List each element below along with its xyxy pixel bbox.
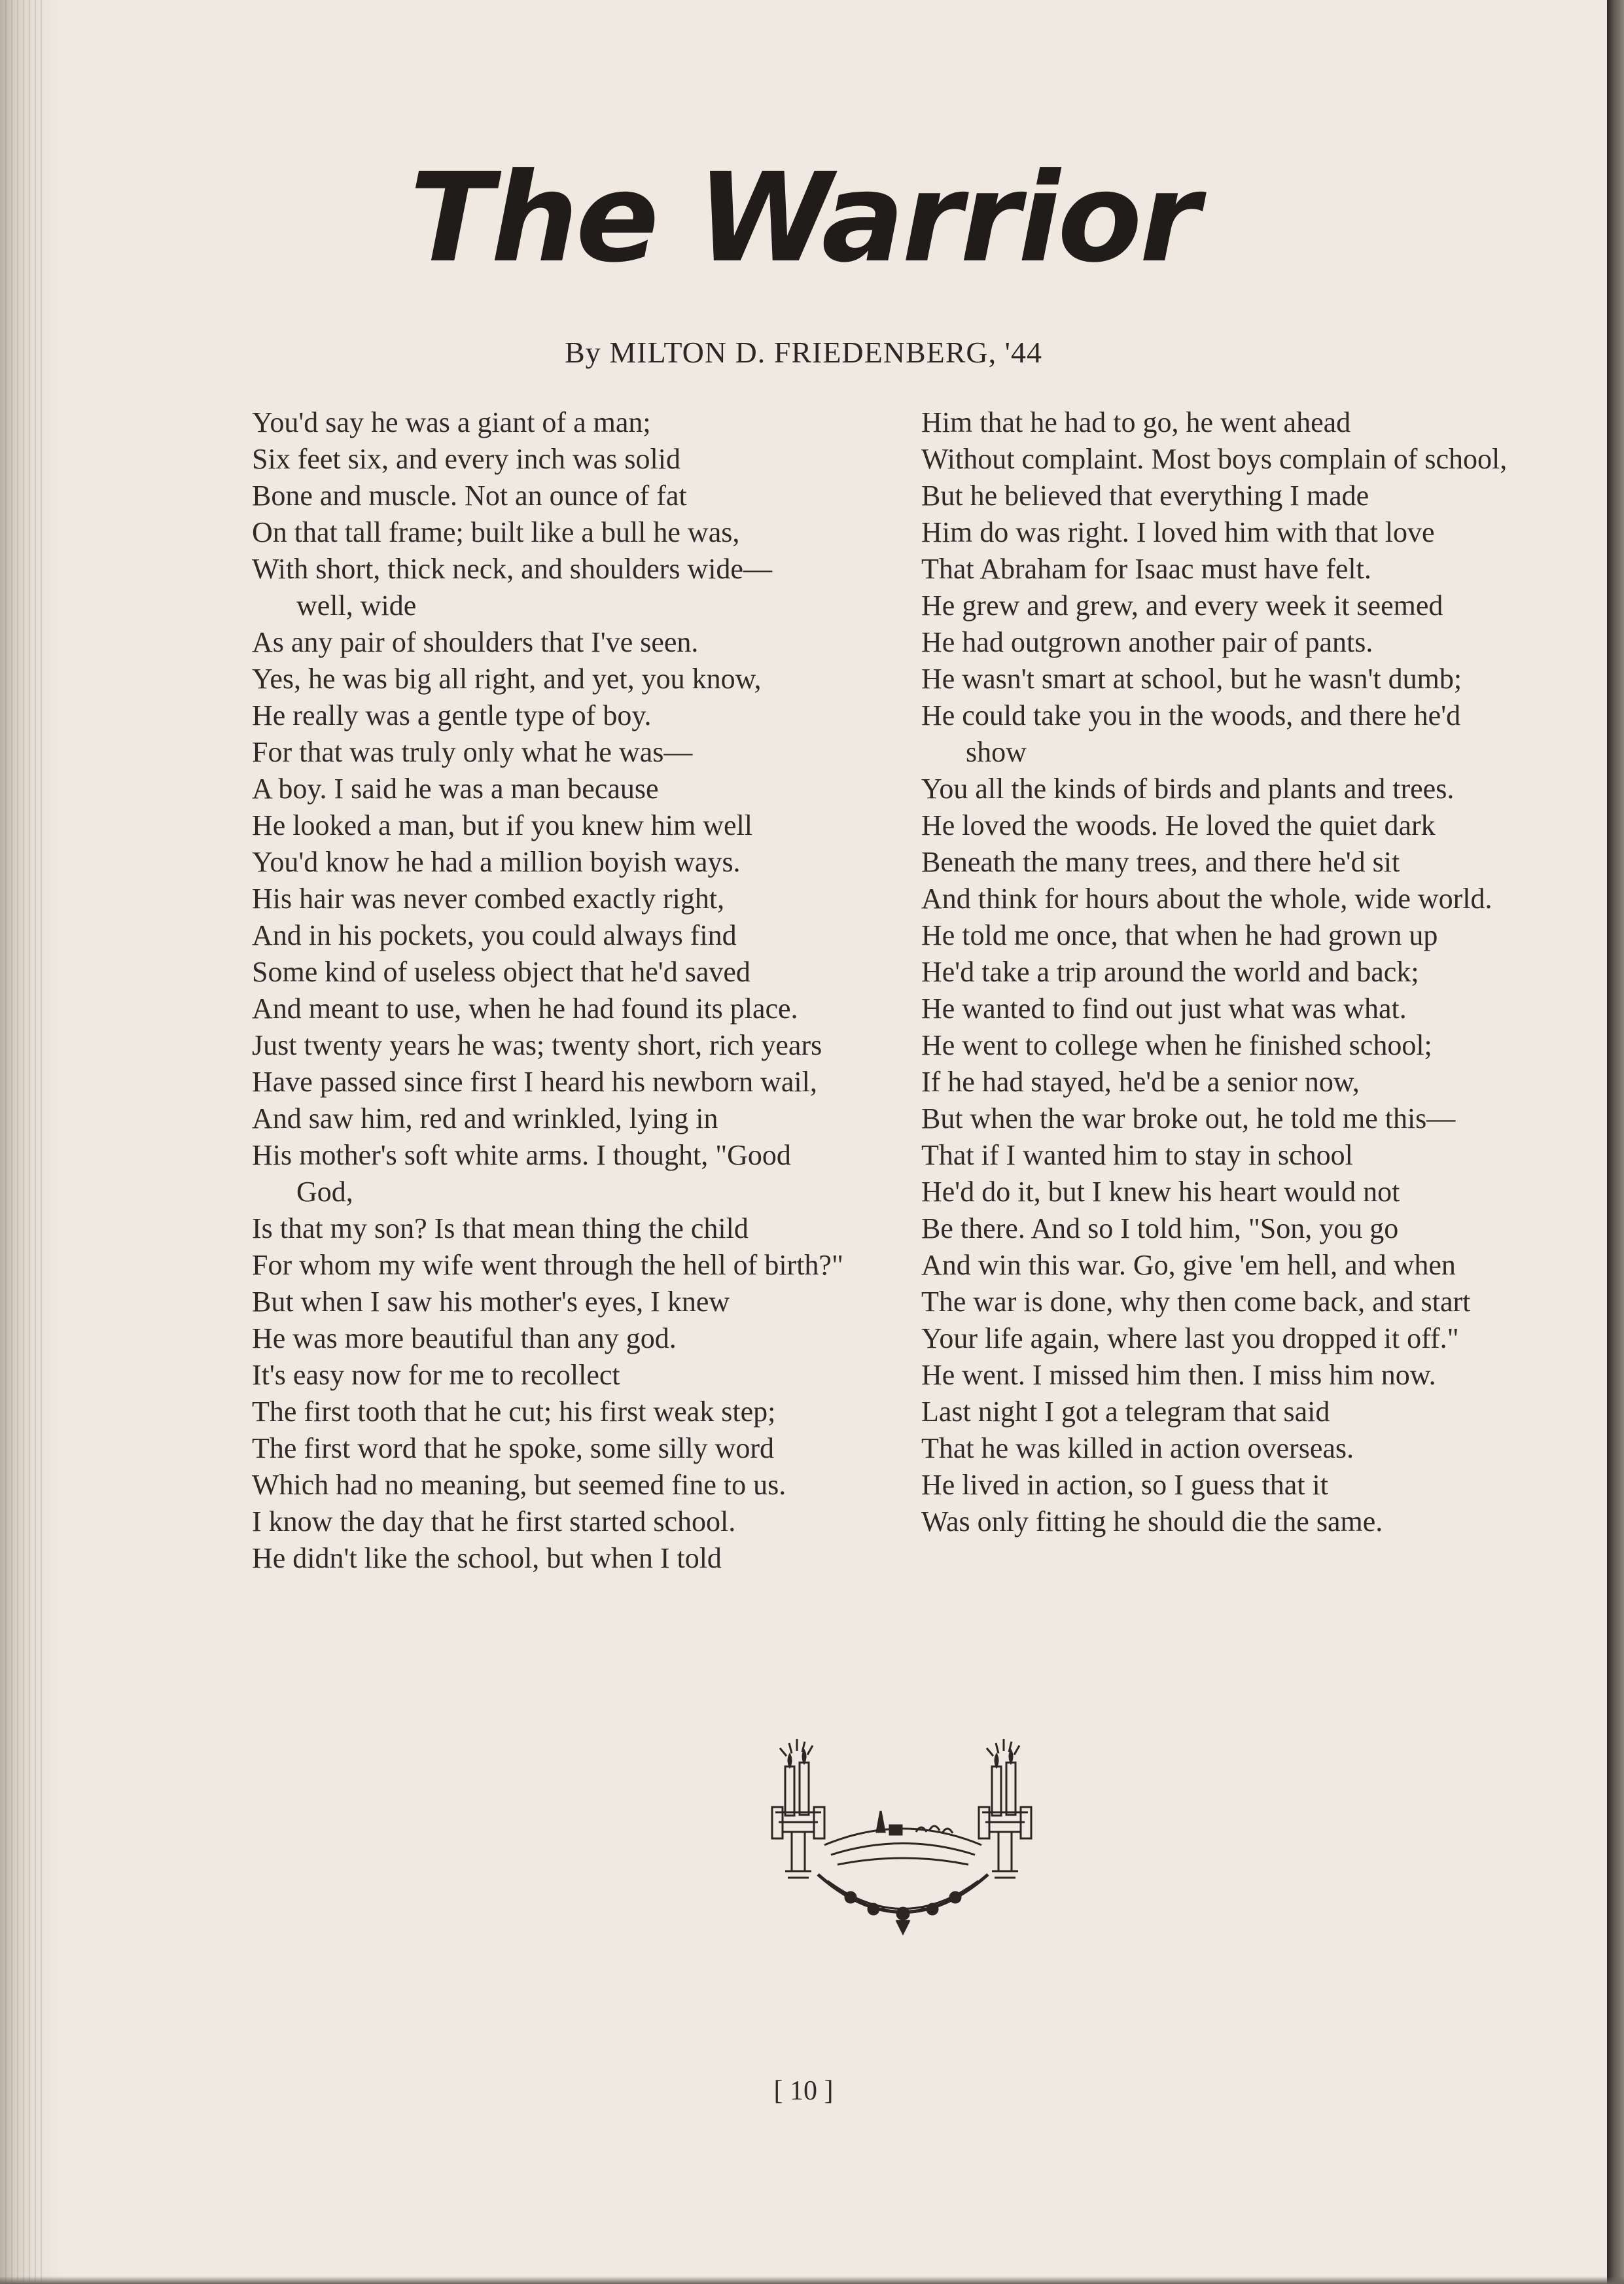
poem-line: And saw him, red and wrinkled, lying in bbox=[252, 1102, 718, 1134]
poem-title: The Warrior bbox=[409, 147, 1198, 290]
poem-line: He went. I missed him then. I miss him now. bbox=[921, 1359, 1436, 1391]
poem-line: That Abraham for Isaac must have felt. bbox=[921, 553, 1371, 585]
poem-line: show bbox=[966, 736, 1027, 768]
poem-line: Last night I got a telegram that said bbox=[921, 1396, 1330, 1428]
poem-line: That he was killed in action overseas. bbox=[921, 1432, 1354, 1464]
poem-line: Some kind of useless object that he'd saved bbox=[252, 956, 750, 988]
poem-line: He wasn't smart at school, but he wasn't dumb; bbox=[921, 663, 1462, 695]
poem-line: The first word that he spoke, some silly word bbox=[252, 1432, 774, 1464]
poem-line: A boy. I said he was a man because bbox=[252, 773, 659, 805]
poem-line: I know the day that he first started school. bbox=[252, 1505, 736, 1537]
poem-line: And win this war. Go, give 'em hell, and when bbox=[921, 1249, 1456, 1281]
poem-line: As any pair of shoulders that I've seen. bbox=[252, 626, 699, 658]
candles-wreath-village-icon bbox=[766, 1734, 1040, 1937]
poem-line: He went to college when he finished school; bbox=[921, 1029, 1432, 1061]
poem-line: He had outgrown another pair of pants. bbox=[921, 626, 1373, 658]
poem-line: Yes, he was big all right, and yet, you know, bbox=[252, 663, 762, 695]
poem-line: He grew and grew, and every week it seemed bbox=[921, 589, 1443, 622]
poem-line: Be there. And so I told him, "Son, you go bbox=[921, 1212, 1399, 1244]
poem-line: He'd take a trip around the world and back; bbox=[921, 956, 1419, 988]
page-edge-bottom bbox=[0, 2276, 1624, 2284]
poem-line: Was only fitting he should die the same. bbox=[921, 1505, 1383, 1537]
poem-line: God, bbox=[296, 1176, 353, 1208]
poem-line: Your life again, where last you dropped it off." bbox=[921, 1322, 1459, 1354]
right-candle-glow bbox=[987, 1739, 1019, 1756]
poem-line: He lived in action, so I guess that it bbox=[921, 1469, 1328, 1501]
poem-line: He really was a gentle type of boy. bbox=[252, 699, 652, 731]
poem-line: Is that my son? Is that mean thing the child bbox=[252, 1212, 749, 1244]
poem-line: You'd know he had a million boyish ways. bbox=[252, 846, 741, 878]
poem-line: The war is done, why then come back, and start bbox=[921, 1286, 1471, 1318]
poem-line: He could take you in the woods, and there he'd bbox=[921, 699, 1461, 731]
poem-line: His hair was never combed exactly right, bbox=[252, 883, 725, 915]
poem-line: Which had no meaning, but seemed fine to us. bbox=[252, 1469, 786, 1501]
poem-line: That if I wanted him to stay in school bbox=[921, 1139, 1353, 1171]
left-candle-glow bbox=[780, 1739, 813, 1756]
poem-line: And meant to use, when he had found its place. bbox=[252, 993, 798, 1025]
poem-line: And think for hours about the whole, wide world. bbox=[921, 883, 1492, 915]
poem-line: And in his pockets, you could always find bbox=[252, 919, 737, 951]
poem-line: He told me once, that when he had grown up bbox=[921, 919, 1438, 951]
poem-line: Without complaint. Most boys complain of school, bbox=[921, 443, 1508, 475]
poem-column-left bbox=[252, 404, 913, 1577]
poem-line: For that was truly only what he was— bbox=[252, 736, 693, 768]
poem-line: Beneath the many trees, and there he'd sit bbox=[921, 846, 1400, 878]
poem-line: You'd say he was a giant of a man; bbox=[252, 406, 651, 438]
poem-line: He was more beautiful than any god. bbox=[252, 1322, 677, 1354]
poem-line: But when the war broke out, he told me this— bbox=[921, 1102, 1456, 1134]
poem-column-right bbox=[921, 404, 1589, 1540]
poem-line: well, wide bbox=[296, 589, 417, 622]
poem-line: But he believed that everything I made bbox=[921, 480, 1369, 512]
poem-line: He'd do it, but I knew his heart would not bbox=[921, 1176, 1400, 1208]
page-number: [ 10 ] bbox=[773, 2076, 834, 2106]
poem-line: He looked a man, but if you knew him well bbox=[252, 809, 752, 841]
poem-line: Bone and muscle. Not an ounce of fat bbox=[252, 480, 687, 512]
poem-byline: By MILTON D. FRIEDENBERG, '44 bbox=[565, 336, 1042, 369]
poem-line: Have passed since first I heard his newborn wail, bbox=[252, 1066, 817, 1098]
poem-line: Six feet six, and every inch was solid bbox=[252, 443, 680, 475]
poem-line: You all the kinds of birds and plants and trees. bbox=[921, 773, 1455, 805]
poem-line: On that tall frame; built like a bull he was, bbox=[252, 516, 740, 548]
poem-line: Him that he had to go, he went ahead bbox=[921, 406, 1351, 438]
poem-line: His mother's soft white arms. I thought, "Good bbox=[252, 1139, 791, 1171]
poem-line: He wanted to find out just what was what. bbox=[921, 993, 1407, 1025]
poem-line: For whom my wife went through the hell of birth?" bbox=[252, 1249, 843, 1281]
poem-line: He loved the woods. He loved the quiet dark bbox=[921, 809, 1436, 841]
poem-line: The first tooth that he cut; his first weak step; bbox=[252, 1396, 776, 1428]
poem-line: Just twenty years he was; twenty short, rich years bbox=[252, 1029, 822, 1061]
poem-line: It's easy now for me to recollect bbox=[252, 1359, 620, 1391]
poem-line: With short, thick neck, and shoulders wide— bbox=[252, 553, 772, 585]
poem-line: He didn't like the school, but when I told bbox=[252, 1542, 722, 1574]
poem-line: If he had stayed, he'd be a senior now, bbox=[921, 1066, 1360, 1098]
poem-line: But when I saw his mother's eyes, I knew bbox=[252, 1286, 730, 1318]
page-edge-right bbox=[1607, 0, 1624, 2284]
poem-line: Him do was right. I loved him with that love bbox=[921, 516, 1435, 548]
